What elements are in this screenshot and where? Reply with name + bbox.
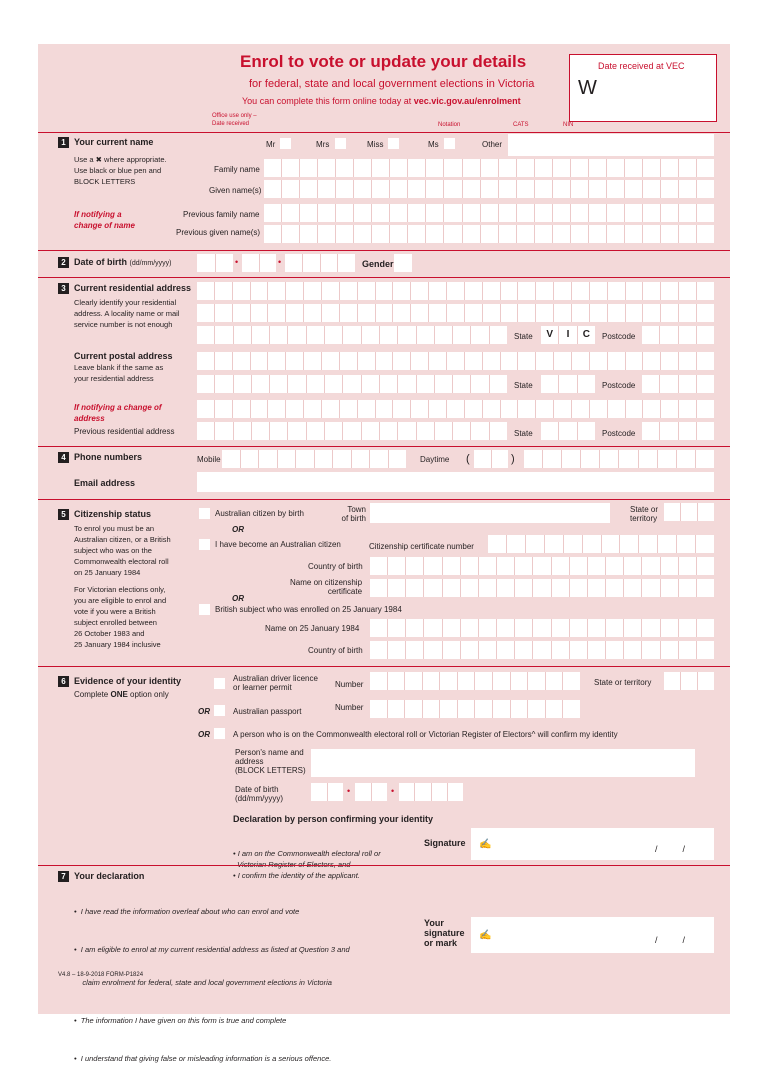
person-name-field[interactable] [311, 749, 695, 777]
citizen-birth-label: Australian citizen by birth [215, 509, 304, 518]
area-code-field[interactable] [474, 450, 508, 468]
form-subtitle: for federal, state and local government elections in Victoria [249, 78, 535, 90]
section-number: 1 [58, 137, 69, 148]
person-dob-label: Date of birth (dd/mm/yyyy) [235, 785, 283, 803]
section-note: To enrol you must be an Australian citizen, or a British subject who was on the Commonwealth electoral roll on 25 January 1984 [74, 524, 171, 577]
family-name-label: Family name [214, 165, 260, 174]
birth-state-field[interactable] [664, 503, 714, 521]
prev-given-field[interactable] [264, 225, 714, 243]
postal-note: Leave blank if the same as your residential address [74, 363, 164, 383]
prev-family-label: Previous family name [183, 210, 260, 219]
passport-label: Australian passport [233, 707, 302, 716]
given-names-label: Given name(s) [209, 186, 262, 195]
section-note-victoria: For Victorian elections only, you are eligible to enrol and vote if you were a British subject enrolled between 26 October 1983 and 25 January 1984 inclusive [74, 585, 167, 649]
licence-number-label: Number [335, 680, 364, 689]
section-number: 2 [58, 257, 69, 268]
signature-field[interactable] [471, 828, 714, 860]
checkbox-passport[interactable] [214, 705, 225, 716]
section-title: Current residential address [74, 283, 192, 293]
postcode-label: Postcode [602, 429, 636, 438]
online-prefix: You can complete this form online today at [242, 96, 414, 106]
divider [38, 499, 730, 500]
declaration-items: • I am on the Commonwealth electoral roll or • I confirm the identity of the applicant. [233, 849, 381, 880]
title-mrs: Mrs [316, 140, 330, 149]
postal-address-line1[interactable] [197, 352, 714, 370]
became-citizen-label: I have become an Australian citizen [215, 540, 341, 549]
name-1984-field[interactable] [370, 619, 714, 637]
checkbox-person-confirm[interactable] [214, 728, 225, 739]
change-of-address-note: If notifying a change of address [74, 403, 162, 423]
title-mr: Mr [266, 140, 276, 149]
person-name-label: Person's name and address (BLOCK LETTERS) [235, 748, 306, 775]
cert-number-field[interactable] [488, 535, 714, 553]
change-of-name-note: If notifying a change of name [74, 210, 135, 230]
divider [38, 446, 730, 447]
state-label: State [514, 381, 533, 390]
prev-address-label: Previous residential address [74, 427, 175, 436]
online-note [242, 96, 521, 106]
section-note: Use a ✖ where appropriate. Use black or blue pen and BLOCK LETTERS [74, 155, 167, 186]
or-label: OR [198, 730, 210, 739]
email-label: Email address [74, 478, 136, 488]
name-cert-field[interactable] [370, 579, 714, 597]
section-number: 7 [58, 871, 69, 882]
pen-icon: ✍ [479, 839, 492, 850]
person-dob-day[interactable] [311, 783, 343, 801]
notation-label: Notation [438, 122, 461, 128]
section-note: Complete ONE option only [74, 690, 169, 699]
dob-day-field[interactable] [197, 254, 233, 272]
dob-month-field[interactable] [242, 254, 276, 272]
checkbox-british-subject[interactable] [199, 604, 210, 615]
date-received-box [569, 54, 717, 122]
postcode-label: Postcode [602, 332, 636, 341]
licence-state-label: State or territory [594, 678, 652, 687]
person-confirm-label: A person who is on the Commonwealth electoral roll or Victorian Register of Electors^ will confirm my identity [233, 730, 618, 739]
checkbox-mr[interactable] [280, 138, 291, 149]
title-ms: Ms [428, 140, 439, 149]
name-1984-label: Name on 25 January 1984 [265, 624, 360, 633]
postcode-label: Postcode [602, 381, 636, 390]
state-territory-label: State or territory [630, 505, 659, 523]
divider [38, 250, 730, 251]
form-title: Enrol to vote or update your details [240, 52, 527, 71]
paren-close: ) [511, 453, 515, 465]
date-slashes: / / [655, 935, 686, 945]
title-miss: Miss [367, 140, 384, 149]
or-label: OR [232, 525, 244, 534]
person-dob-year[interactable] [399, 783, 463, 801]
prev-postcode-field[interactable] [642, 422, 714, 440]
given-names-field[interactable] [264, 180, 714, 198]
section-title: Phone numbers [74, 452, 143, 462]
email-field[interactable] [197, 472, 714, 492]
date-received-value: W [578, 77, 597, 99]
country-birth-field-2[interactable] [370, 641, 714, 659]
country-birth-field[interactable] [370, 557, 714, 575]
paren-open: ( [466, 453, 470, 465]
your-signature-field[interactable] [471, 917, 714, 953]
declaration-list: • I have read the information overleaf about who can enrol and vote • I am eligible to enrol at my current residential address as listed at Question 3 and claim enrolment for federal, state and local government elections in Victoria • The information I have given on this form is true and complete • I understand that giving false or misleading information is a serious offence. [74, 907, 350, 1063]
residential-address-line1[interactable] [197, 282, 714, 300]
pen-icon: ✍ [479, 930, 492, 941]
divider [38, 132, 730, 133]
person-dob-month[interactable] [355, 783, 387, 801]
checkbox-licence[interactable] [214, 678, 225, 689]
office-use-label: Office use only – [212, 113, 257, 119]
date-slashes: / / [655, 844, 686, 854]
country-birth-label: Country of birth [308, 562, 363, 571]
section-title: Your current name [74, 137, 154, 147]
or-label: OR [198, 707, 210, 716]
checkbox-citizen-birth[interactable] [199, 508, 210, 519]
postal-address-line2[interactable] [197, 375, 507, 393]
country-birth-label-2: Country of birth [308, 646, 363, 655]
postal-address-title: Current postal address [74, 351, 173, 361]
date-received-small: Date received [212, 121, 250, 127]
gender-label: Gender [362, 259, 394, 269]
town-field[interactable] [370, 503, 610, 523]
passport-number-field[interactable] [370, 700, 580, 718]
form-version: V4.8 – 18-9-2018 FORM-P1824 [58, 972, 144, 978]
prev-address-line1[interactable] [197, 400, 714, 418]
cert-number-label: Citizenship certificate number [369, 542, 474, 551]
daytime-label: Daytime [420, 455, 450, 464]
checkbox-became-citizen[interactable] [199, 539, 210, 550]
passport-number-label: Number [335, 703, 364, 712]
prev-address-line2[interactable] [197, 422, 507, 440]
section-number: 3 [58, 283, 69, 294]
section-title: Citizenship status [74, 509, 152, 519]
mobile-field[interactable] [222, 450, 406, 468]
section-number: 6 [58, 676, 69, 687]
state-label: State [514, 332, 533, 341]
postal-state-field[interactable] [541, 375, 595, 393]
town-label: Town of birth [341, 505, 366, 523]
other-title-field[interactable] [508, 134, 714, 156]
licence-number-field[interactable] [370, 672, 580, 690]
signature-label: Signature [424, 838, 466, 848]
section-number: 5 [58, 509, 69, 520]
mobile-label: Mobile [197, 455, 221, 464]
section-title: Evidence of your identity [74, 676, 182, 686]
title-other: Other [482, 140, 503, 149]
divider [38, 666, 730, 667]
online-url[interactable]: vec.vic.gov.au/enrolment [413, 96, 521, 106]
prev-given-label: Previous given name(s) [176, 228, 261, 237]
or-label: OR [232, 594, 244, 603]
section-number: 4 [58, 452, 69, 463]
residential-address-line3[interactable] [197, 326, 507, 344]
dob-year-field[interactable] [285, 254, 355, 272]
residential-address-line2[interactable] [197, 304, 714, 322]
nin-label: NIN [563, 122, 574, 128]
divider [38, 865, 730, 866]
checkbox-miss[interactable] [388, 138, 399, 149]
section-title: Date of birth (dd/mm/yyyy) [74, 257, 172, 267]
british-subject-label: British subject who was enrolled on 25 January 1984 [215, 605, 402, 614]
prev-state-field[interactable] [541, 422, 595, 440]
gender-field[interactable] [394, 254, 412, 272]
daytime-field[interactable] [524, 450, 714, 468]
name-cert-label: Name on citizenship certificate [290, 578, 363, 596]
postal-postcode-field[interactable] [642, 375, 714, 393]
postcode-field[interactable] [642, 326, 714, 344]
state-label: State [514, 429, 533, 438]
family-name-field[interactable] [264, 159, 714, 177]
section-title: Your declaration [74, 871, 145, 881]
section-note: Clearly identify your residential address. A locality name or mail service number is not enough [74, 298, 180, 329]
checkbox-ms[interactable] [444, 138, 455, 149]
date-received-label: Date received at VEC [598, 61, 685, 71]
licence-label: Australian driver licence or learner permit [233, 674, 318, 692]
divider [38, 277, 730, 278]
your-signature-label: Your signature or mark [424, 918, 465, 948]
state-vic-field: V I C [541, 326, 595, 344]
licence-state-field[interactable] [664, 672, 714, 690]
checkbox-mrs[interactable] [335, 138, 346, 149]
declaration-title: Declaration by person confirming your identity [233, 814, 434, 824]
prev-family-field[interactable] [264, 204, 714, 222]
cats-label: CATS [513, 122, 529, 128]
